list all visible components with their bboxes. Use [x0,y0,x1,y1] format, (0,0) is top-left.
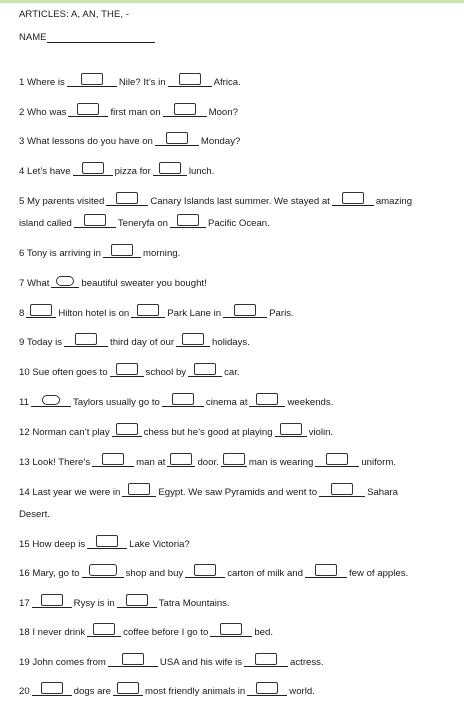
answer-blank[interactable] [275,425,307,437]
answer-blank[interactable] [73,164,113,176]
question-text: morning. [142,248,181,259]
answer-blank[interactable] [249,395,285,407]
answer-box[interactable] [93,623,115,635]
question-text: 10 Sue often goes to [19,367,108,378]
question-text: carton of milk and [227,568,303,579]
answer-box[interactable] [331,483,353,495]
question-text: actress. [290,657,324,668]
question-row [19,452,460,474]
answer-blank[interactable] [110,365,144,377]
question-text: 5 My parents visited [19,196,105,207]
answer-box[interactable] [166,132,188,144]
answer-box[interactable] [96,535,118,547]
question-text: 11 [19,397,29,408]
answer-blank[interactable] [31,395,71,407]
answer-blank[interactable] [332,194,374,206]
question-text: 13 Look! There’s [19,457,91,468]
answer-blank[interactable] [106,194,148,206]
question-row [19,213,460,235]
question-text: 12 Norman can’t play [19,427,110,438]
answer-blank[interactable] [185,566,225,578]
answer-box[interactable] [182,333,204,345]
question-text: 19 John comes from [19,657,106,668]
answer-blank[interactable] [221,455,247,467]
question-text: 2 Who was [19,107,67,118]
question-text: world. [289,686,315,697]
question-row [19,102,460,124]
answer-blank[interactable] [163,105,207,117]
answer-blank[interactable] [82,566,124,578]
answer-blank[interactable] [153,164,187,176]
question-text: car. [224,367,240,378]
answer-box[interactable] [77,103,99,115]
worksheet-title: ARTICLES: A, AN, THE, - [19,9,130,20]
answer-blank[interactable] [305,566,347,578]
answer-box[interactable] [326,453,348,465]
question-text: beautiful sweater you bought! [81,278,207,289]
question-text: Tatra Mountains. [158,598,230,609]
question-row [19,652,460,674]
answer-box[interactable] [194,564,216,576]
answer-box[interactable] [256,682,278,694]
answer-box[interactable] [255,653,277,665]
question-row [19,504,460,526]
answer-oval[interactable] [56,276,74,286]
answer-box[interactable] [81,73,103,85]
question-text: weekends. [287,397,334,408]
answer-box[interactable] [177,214,199,226]
answer-blank[interactable] [32,684,72,696]
question-text: bed. [254,627,273,638]
question-row [19,392,460,414]
question-text: school by [145,367,187,378]
question-text: island called [19,218,72,229]
question-text: 16 Mary, go to [19,568,80,579]
answer-blank[interactable] [117,596,157,608]
question-text: first man on [110,107,161,118]
question-text: Monday? [200,136,241,147]
question-text: Egypt. We saw Pyramids and went to [158,487,318,498]
question-text: Pacific Ocean. [207,218,270,229]
answer-box[interactable] [116,192,138,204]
question-text: 7 What [19,278,50,289]
question-row [19,534,460,556]
answer-box[interactable] [174,103,196,115]
answer-box[interactable] [116,423,138,435]
question-text: 1 Where is [19,77,65,88]
answer-box[interactable] [111,244,133,256]
answer-box[interactable] [315,564,337,576]
question-text: Park Lane in [167,308,222,319]
answer-blank[interactable] [74,216,116,228]
question-row [19,593,460,615]
answer-blank[interactable] [155,134,199,146]
question-text: 15 How deep is [19,539,86,550]
question-text: third day of our [110,337,175,348]
answer-box[interactable] [122,653,144,665]
answer-blank[interactable] [67,75,117,87]
question-row [19,191,460,213]
question-text: Lake Victoria? [129,539,190,550]
answer-box[interactable] [234,304,256,316]
answer-blank[interactable] [223,306,267,318]
answer-box[interactable] [179,73,201,85]
answer-box[interactable] [30,304,52,316]
answer-blank[interactable] [319,485,365,497]
question-text: USA and his wife is [159,657,243,668]
answer-blank[interactable] [87,537,127,549]
question-row [19,161,460,183]
question-text: violin. [308,427,334,438]
question-text: 9 Today is [19,337,63,348]
question-text: Hilton hotel is on [58,308,130,319]
question-row [19,303,460,325]
name-underline[interactable] [47,33,155,43]
answer-box[interactable] [126,594,148,606]
answer-box[interactable] [172,393,194,405]
answer-blank[interactable] [176,335,210,347]
question-text: lunch. [188,166,215,177]
answer-blank[interactable] [131,306,165,318]
question-text: Canary Islands last summer. We stayed at [150,196,330,207]
question-text: few of apples. [348,568,409,579]
question-text: pizza for [114,166,151,177]
question-row [19,563,460,585]
answer-blank[interactable] [113,684,143,696]
answer-box[interactable] [256,393,278,405]
question-text: uniform. [361,457,396,468]
question-row [19,482,460,504]
answer-box[interactable] [116,363,138,375]
answer-box[interactable] [128,483,150,495]
question-text: 14 Last year we were in [19,487,121,498]
question-text: holidays. [212,337,250,348]
answer-box[interactable] [342,192,364,204]
question-text: 8 [19,308,25,319]
answer-blank[interactable] [244,655,288,667]
answer-box[interactable] [84,214,106,226]
question-text: 17 [19,598,30,609]
answer-box[interactable] [170,453,192,465]
answer-blank[interactable] [87,625,121,637]
question-text: Teneryfa on [117,218,168,229]
question-row [19,362,460,384]
answer-blank[interactable] [103,246,141,258]
question-row [19,131,460,153]
question-text: amazing [375,196,413,207]
answer-oval[interactable] [42,395,60,405]
question-row [19,273,460,295]
answer-box[interactable] [82,162,104,174]
answer-box[interactable] [159,162,181,174]
answer-blank[interactable] [92,455,134,467]
question-row [19,681,460,703]
answer-blank[interactable] [168,75,212,87]
answer-box[interactable] [117,682,139,694]
question-text: Africa. [213,77,241,88]
question-text: 4 Let’s have [19,166,71,177]
answer-box[interactable] [194,363,216,375]
question-text: Paris. [269,308,294,319]
question-text: door. [197,457,219,468]
question-text: Desert. [19,509,50,520]
question-row [19,622,460,644]
answer-blank[interactable] [32,596,72,608]
answer-blank[interactable] [26,306,56,318]
question-text: Nile? It’s in [118,77,166,88]
answer-blank[interactable] [315,455,359,467]
question-text: man at [136,457,166,468]
answer-blank[interactable] [247,684,287,696]
answer-blank[interactable] [112,425,142,437]
question-text: Moon? [208,107,238,118]
answer-blank[interactable] [188,365,222,377]
answer-blank[interactable] [64,335,108,347]
question-text: chess but he’s good at playing [143,427,273,438]
question-text: Taylors usually go to [72,397,160,408]
answer-box[interactable] [89,564,117,576]
question-text: coffee before I go to [123,627,209,638]
answer-blank[interactable] [210,625,252,637]
question-row [19,72,460,94]
question-text: dogs are [73,686,112,697]
answer-box[interactable] [223,453,245,465]
answer-blank[interactable] [170,216,206,228]
name-label: NAME [19,32,47,43]
question-row [19,243,460,265]
question-text: 6 Tony is arriving in [19,248,101,259]
answer-box[interactable] [75,333,97,345]
question-text: most friendly animals in [145,686,246,697]
answer-box[interactable] [137,304,159,316]
question-text: cinema at [205,397,248,408]
question-text: 3 What lessons do you have on [19,136,153,147]
answer-box[interactable] [102,453,124,465]
question-text: Sahara [367,487,398,498]
name-field[interactable] [19,32,155,43]
answer-blank[interactable] [51,276,79,288]
answer-box[interactable] [280,423,302,435]
answer-blank[interactable] [68,105,108,117]
answer-box[interactable] [41,594,63,606]
question-text: Rysy is in [73,598,115,609]
answer-blank[interactable] [162,395,204,407]
answer-blank[interactable] [122,485,156,497]
answer-box[interactable] [41,682,63,694]
question-row [19,332,460,354]
answer-box[interactable] [220,623,242,635]
question-text: man is wearing [248,457,314,468]
question-text: 18 I never drink [19,627,86,638]
question-text: 20 [19,686,30,697]
question-text: shop and buy [125,568,184,579]
question-row [19,422,460,444]
answer-blank[interactable] [167,455,195,467]
answer-blank[interactable] [108,655,158,667]
